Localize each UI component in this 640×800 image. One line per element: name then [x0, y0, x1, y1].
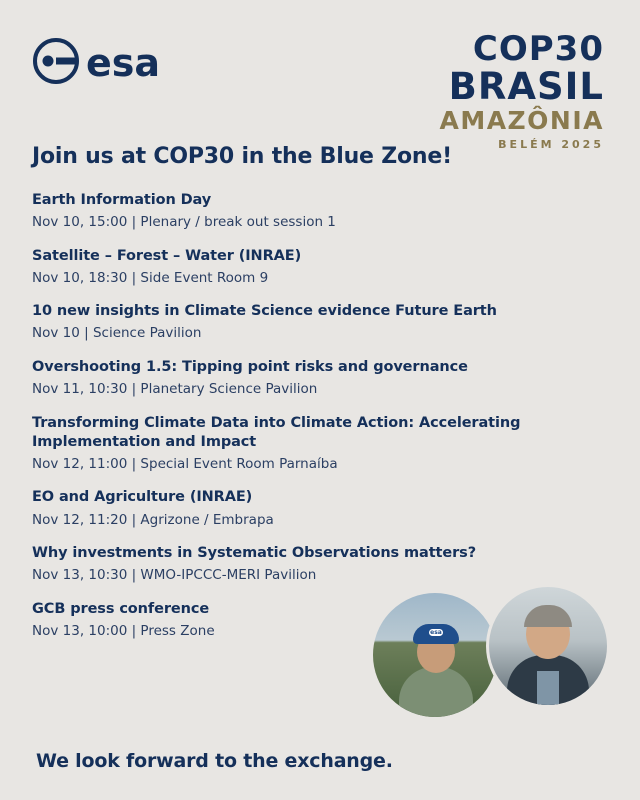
cop-logo-line4: BELÉM 2025	[498, 138, 604, 151]
event-title: Earth Information Day	[32, 192, 212, 208]
event-title: GCB press conference	[32, 600, 210, 617]
portrait-right-shirt	[537, 671, 559, 708]
event-detail: Nov 11, 10:30 | Planetary Science Pavilion	[32, 381, 318, 398]
esa-logo	[32, 38, 182, 84]
list-item	[32, 191, 608, 232]
portrait-group	[370, 584, 610, 714]
cap-esa-logo: esa	[430, 629, 442, 636]
event-title: 10 new insights in Climate Science evidence Future Earth	[32, 303, 497, 320]
event-title: Transforming Climate Data into Climate Action: Accelerating Implementation and Impact	[32, 414, 521, 450]
portrait-photo-right	[486, 584, 610, 708]
event-detail: Nov 10 | Science Pavilion	[32, 325, 202, 342]
list-item	[32, 544, 608, 585]
cop30-logo	[439, 29, 608, 151]
event-list	[32, 191, 608, 641]
event-title: Overshooting 1.5: Tipping point risks and governance	[32, 359, 468, 376]
list-item	[32, 414, 608, 474]
list-item	[32, 247, 608, 288]
event-title: EO and Agriculture (INRAE)	[32, 489, 253, 506]
event-title: Satellite – Forest – Water (INRAE)	[32, 247, 302, 264]
footer-text: We look forward to the exchange.	[36, 750, 393, 772]
portrait-photo-left	[370, 590, 500, 720]
event-detail: Nov 13, 10:00 | Press Zone	[32, 622, 215, 639]
event-detail: Nov 12, 11:20 | Agrizone / Embrapa	[32, 511, 274, 528]
page-title: Join us at COP30 in the Blue Zone!	[32, 144, 452, 169]
list-item	[32, 302, 608, 343]
cop-logo-line1: COP30	[472, 29, 604, 69]
portrait-right-hair	[524, 605, 572, 627]
event-detail: Nov 10, 15:00 | Plenary / break out session 1	[32, 214, 336, 231]
poster-header	[32, 28, 608, 151]
event-detail: Nov 12, 11:00 | Special Event Room Parnaíba	[32, 455, 338, 472]
svg-text:esa: esa	[86, 41, 161, 84]
event-detail: Nov 10, 18:30 | Side Event Room 9	[32, 269, 269, 286]
list-item	[32, 358, 608, 399]
cop-logo-line3: AMAZÔNIA	[439, 106, 604, 135]
list-item	[32, 488, 608, 529]
cop-logo-line2: BRASIL	[448, 65, 604, 108]
portrait-left-body	[399, 667, 473, 720]
event-detail: Nov 13, 10:30 | WMO-IPCCC-MERI Pavilion	[32, 567, 317, 584]
event-title: Why investments in Systematic Observations matters?	[32, 545, 477, 562]
